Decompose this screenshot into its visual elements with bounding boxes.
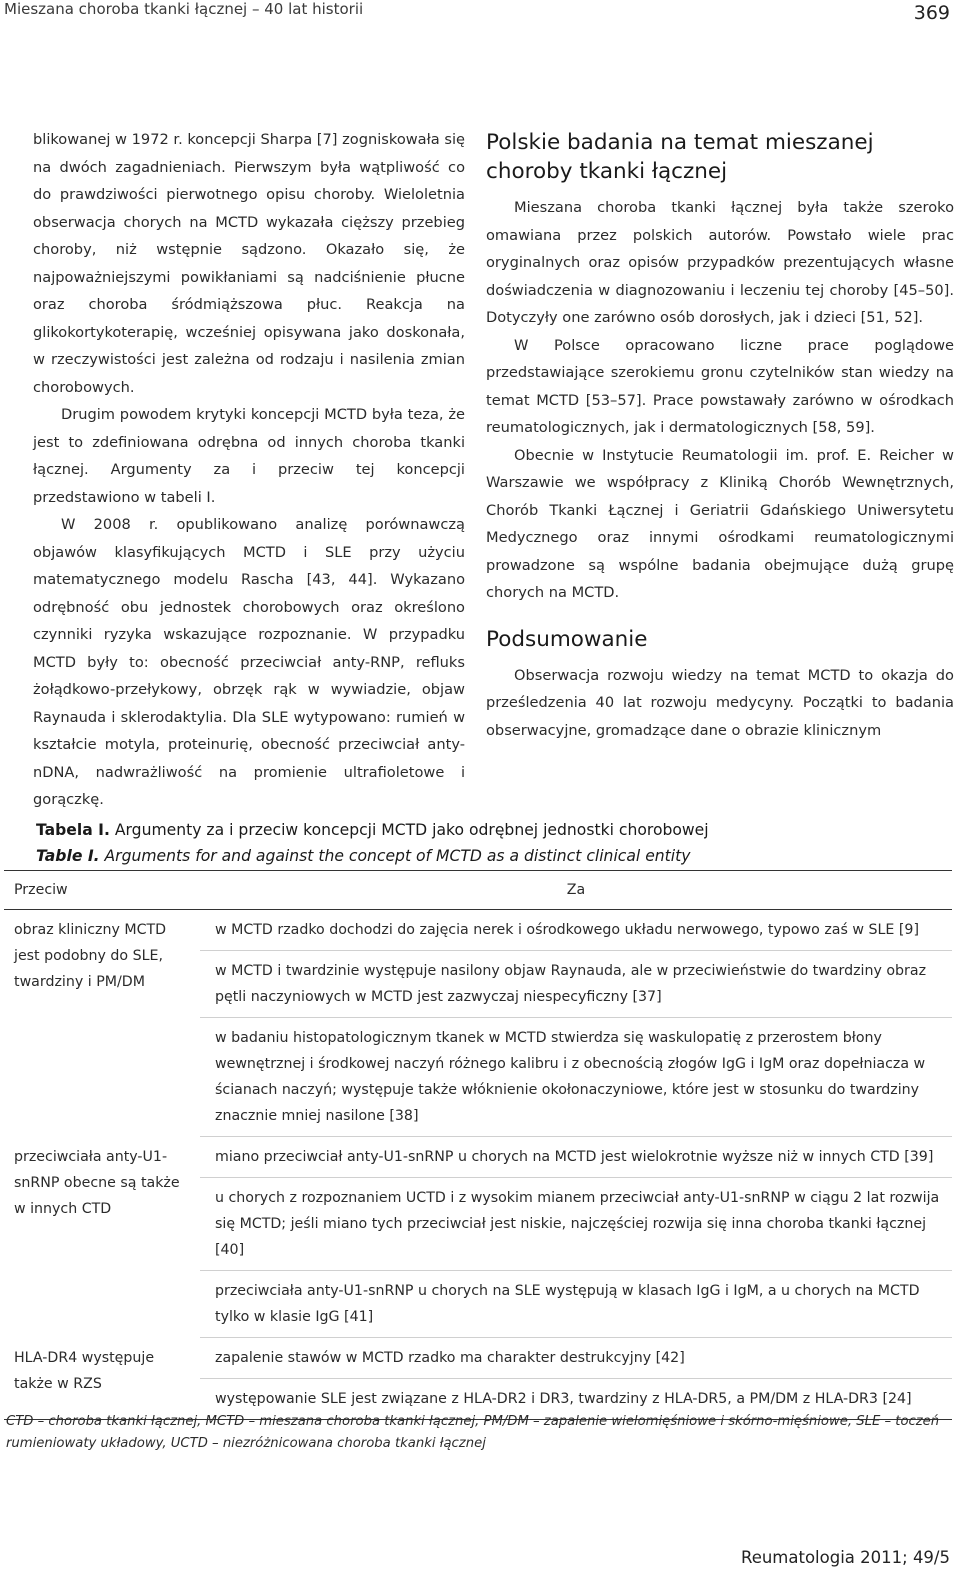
table-caption-pl: Tabela I. Argumenty za i przeciw koncepcji MCTD jako odrębnej jednostki chorobowej bbox=[36, 821, 709, 839]
running-title: Mieszana choroba tkanki łącznej – 40 lat historii bbox=[4, 0, 364, 18]
table-footnote: CTD – choroba tkanki łącznej, MCTD – mieszana choroba tkanki łącznej, PM/DM – zapalenie wielomięśniowe i skórno-mięśniowe, SLE – toczeń rumieniowaty układowy, UCTD – niezróżnicowana choroba tkanki łącznej bbox=[6, 1414, 940, 1451]
paragraph: W 2008 r. opublikowano analizę porównawczą objawów klasyfikujących MCTD i SLE przy użyciu matematycznego modelu Rascha [43, 44]. Wykazano odrębność obu jednostek chorobowych oraz określono czynniki ryzyka wskazujące rozpoznanie. W przypadku MCTD były to: obecność przeciwciał anty-RNP, refluks żołądkowo-przełykowy, obrzęk rąk w wywiadzie, objaw Raynauda i sklerodaktylia. Dla SLE wytypowano: rumień w kształcie motyla, proteinurię, obecność przeciwciał anty-nDNA, nadwrażliwość na promienie ultrafioletowe i gorączkę. bbox=[33, 516, 465, 808]
for-cell: w MCTD rzadko dochodzi do zajęcia nerek i ośrodkowego układu nerwowego, typowo zaś w SLE [9] bbox=[200, 910, 952, 951]
table-row bbox=[4, 910, 952, 951]
against-cell: przeciwciała anty-U1-snRNP obecne są także w innych CTD bbox=[14, 1148, 180, 1217]
for-cell: u chorych z rozpoznaniem UCTD i z wysokim mianem przeciwciał anty-U1-snRNP w ciągu 2 lat rozwija się MCTD; jeśli miano tych przeciwciał jest niskie, najczęściej rozwija się inna choroba tkanki łącznej [40] bbox=[200, 1178, 952, 1271]
table-caption-en: Table I. Arguments for and against the concept of MCTD as a distinct clinical entity bbox=[36, 847, 691, 865]
right-column bbox=[486, 128, 954, 744]
page-number: 369 bbox=[913, 2, 950, 24]
paragraph: Drugim powodem krytyki koncepcji MCTD była teza, że jest to zdefiniowana odrębna od innych choroba tkanki łącznej. Argumenty za i przeciw tej koncepcji przedstawiono w tabeli I. bbox=[33, 406, 465, 506]
section-heading: Polskie badania na temat mieszanej choroby tkanki łącznej bbox=[486, 130, 874, 184]
section-heading: Podsumowanie bbox=[486, 626, 648, 652]
column-header-against: Przeciw bbox=[4, 871, 200, 910]
for-cell: miano przeciwciał anty-U1-snRNP u chorych na MCTD jest wielokrotnie wyższe niż w innych CTD [39] bbox=[200, 1137, 952, 1178]
paragraph: Mieszana choroba tkanki łącznej była także szeroko omawiana przez polskich autorów. Powstało wiele prac oryginalnych oraz opisów przypadków prezentujących własne doświadczenia w diagnozowaniu i leczeniu tej choroby [45–50]. Dotyczyły one zarówno osób dorosłych, jak i dzieci [51, 52]. bbox=[486, 199, 954, 326]
journal-footer: Reumatologia 2011; 49/5 bbox=[740, 1548, 950, 1567]
table-header-row bbox=[4, 871, 952, 910]
column-header-for: Za bbox=[200, 871, 952, 910]
paragraph: W Polsce opracowano liczne prace poglądowe przedstawiające szerokiemu gronu czytelników stan wiedzy na temat MCTD [53–57]. Prace powstawały zarówno w ośrodkach reumatologicznych, jak i dermatologicznych [58, 59]. bbox=[486, 336, 954, 436]
table-caption bbox=[36, 817, 709, 869]
table-row bbox=[4, 1137, 952, 1178]
paragraph: blikowanej w 1972 r. koncepcji Sharpa [7] zogniskowała się na dwóch zagadnieniach. Pierwszym była wątpliwość co do prawdziwości pierwotnego opisu choroby. Wieloletnia obserwacja chorych na MCTD wykazała cięższy przebieg choroby, niż wstępnie sądzono. Okazało się, że najpoważniejszymi powikłaniami są nadciśnienie płucne oraz choroba śródmiąższowa płuc. Reakcja na glikokortykoterapię, wcześniej opisywana jako doskonała, w rzeczywistości jest zależna od rodzaju i nasilenia zmian chorobowych. bbox=[33, 131, 465, 396]
for-cell: w badaniu histopatologicznym tkanek w MCTD stwierdza się waskulopatię z przerostem błony wewnętrznej i środkowej naczyń różnego kalibru i z obecnością złogów IgG i IgM oraz dopełniacza w ścianach naczyń; występuje także włóknienie okołonaczyniowe, które jest w stosunku do twardziny znacznie mniej nasilone [38] bbox=[200, 1018, 952, 1137]
for-cell: w MCTD i twardzinie występuje nasilony objaw Raynauda, ale w przeciwieństwie do twardziny obraz pętli naczyniowych w MCTD jest zazwyczaj niespecyficzny [37] bbox=[200, 951, 952, 1018]
for-cell: przeciwciała anty-U1-snRNP u chorych na SLE występują w klasach IgG i IgM, a u chorych na MCTD tylko w klasie IgG [41] bbox=[200, 1271, 952, 1338]
for-cell: występowanie SLE jest związane z HLA-DR2 i DR3, twardziny z HLA-DR5, a PM/DM z HLA-DR3 [24] bbox=[200, 1379, 952, 1420]
against-cell: HLA-DR4 występuje także w RZS bbox=[4, 1338, 200, 1420]
for-cell: zapalenie stawów w MCTD rzadko ma charakter destrukcyjny [42] bbox=[200, 1338, 952, 1379]
arguments-table bbox=[4, 870, 952, 1420]
left-column bbox=[33, 126, 465, 814]
against-cell: obraz kliniczny MCTD jest podobny do SLE, twardziny i PM/DM bbox=[14, 922, 167, 990]
paragraph: Obserwacja rozwoju wiedzy na temat MCTD to okazja do prześledzenia 40 lat rozwoju medycyny. Początki to badania obserwacyjne, gromadzące dane o obrazie klinicznym bbox=[486, 666, 954, 739]
table-row bbox=[4, 1338, 952, 1379]
paragraph: Obecnie w Instytucie Reumatologii im. prof. E. Reicher w Warszawie we współpracy z Kliniką Chorób Wewnętrznych, Chorób Tkanki Łącznej i Geriatrii Gdańskiego Uniwersytetu Medycznego oraz innymi ośrodkami reumatologicznymi prowadzone są wspólne badania obejmujące dużą grupę chorych na MCTD. bbox=[486, 446, 954, 601]
